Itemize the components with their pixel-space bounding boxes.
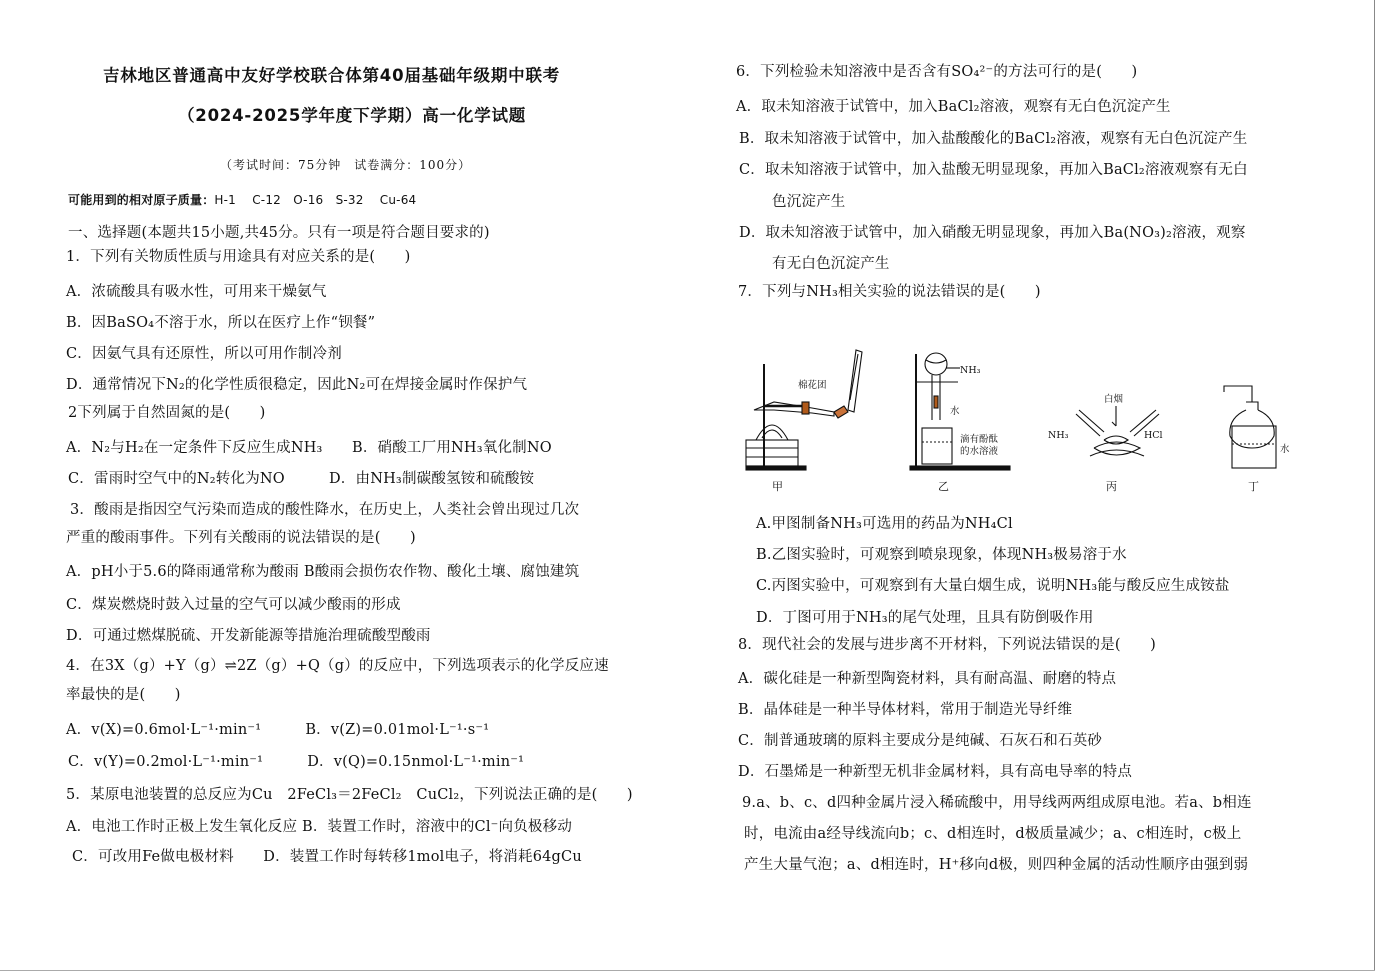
right-line: 7．下列与NH₃相关实验的说法错误的是( ) [738, 284, 1041, 300]
left-line: B．因BaSO₄不溶于水，所以在医疗上作“钡餐” [66, 315, 376, 331]
right-line: 时，电流由a经导线流向b；c、d相连时，d极质量减少；a、c相连时，c极上 [744, 826, 1242, 842]
left-line: A．N₂与H₂在一定条件下反应生成NH₃ B．硝酸工厂用NH₃氧化制NO [66, 440, 552, 456]
fig-label-ding: 丁 [1248, 480, 1259, 493]
left-line: C．煤炭燃烧时鼓入过量的空气可以减少酸雨的形成 [66, 597, 401, 613]
right-line: B．晶体硅是一种半导体材料，常用于制造光导纤维 [738, 702, 1073, 718]
right-line: A．取未知溶液于试管中，加入BaCl₂溶液，观察有无白色沉淀产生 [736, 99, 1171, 115]
fig-label-jia: 甲 [772, 480, 783, 493]
left-line: 4．在3X（g）+Y（g）⇌2Z（g）+Q（g）的反应中，下列选项表示的化学反应速 [66, 658, 609, 674]
left-line: 严重的酸雨事件。下列有关酸雨的说法错误的是( ) [66, 530, 416, 546]
fig-label-yi: 乙 [938, 480, 949, 493]
left-line: A．浓硫酸具有吸水性，可用来干燥氨气 [66, 284, 327, 300]
right-line: B．取未知溶液于试管中，加入盐酸酸化的BaCl₂溶液，观察有无白色沉淀产生 [739, 131, 1248, 147]
right-line: D．丁图可用于NH₃的尾气处理，且具有防倒吸作用 [756, 610, 1094, 626]
right-line: C．制普通玻璃的原料主要成分是纯碱、石灰石和石英砂 [738, 733, 1103, 749]
right-line: D．取未知溶液于试管中，加入硝酸无明显现象，再加入Ba(NO₃)₂溶液，观察 [739, 225, 1246, 241]
right-line: 8．现代社会的发展与进步离不开材料，下列说法错误的是( ) [738, 637, 1157, 653]
white-smoke-label: 白烟 [1104, 394, 1124, 405]
atomic-masses [68, 191, 416, 209]
left-line: 3．酸雨是指因空气污染而造成的酸性降水，在历史上，人类社会曾出现过几次 [70, 502, 580, 518]
left-line: A．电池工作时正极上发生氧化反应 B．装置工作时，溶液中的Cl⁻向负极移动 [66, 819, 573, 835]
left-line: A．v(X)=0.6mol·L⁻¹·min⁻¹ B．v(Z)=0.01mol·L⁻¹·s⁻¹ [66, 722, 490, 738]
nh3-label-bing: NH₃ [1048, 430, 1069, 441]
right-line: 产生大量气泡；a、d相连时，H⁺移向d极，则四种金属的活动性顺序由强到弱 [744, 857, 1249, 873]
right-line: C．取未知溶液于试管中，加入盐酸无明显现象，再加入BaCl₂溶液观察有无白 [739, 162, 1248, 178]
left-line: 率最快的是( ) [66, 687, 181, 703]
right-line: 色沉淀产生 [772, 194, 846, 210]
left-line: C．因氨气具有还原性，所以可用作制冷剂 [66, 346, 342, 362]
cotton-label: 棉花团 [798, 380, 827, 391]
phenolphthalein-label-2: 的水溶液 [960, 446, 999, 457]
title-line-2: （2024-2025学年度下学期）高一化学试题 [178, 106, 527, 125]
left-line: 5．某原电池装置的总反应为Cu 2FeCl₃＝2FeCl₂ CuCl₂，下列说法正确的是( ) [66, 787, 633, 803]
right-line: A．碳化硅是一种新型陶瓷材料，具有耐高温、耐磨的特点 [738, 671, 1117, 687]
right-line: B.乙图实验时，可观察到喷泉现象，体现NH₃极易溶于水 [756, 547, 1127, 563]
section-1-heading: 一、选择题(本题共15小题,共45分。只有一项是符合题目要求的) [68, 225, 490, 241]
exam-info: （考试时间：75分钟 试卷满分：100分） [220, 158, 472, 172]
left-line: D．可通过燃煤脱硫、开发新能源等措施治理硫酸型酸雨 [66, 628, 431, 644]
hcl-label: HCl [1144, 430, 1163, 441]
water-label-ding: 水 [1280, 444, 1290, 455]
apparatus-ding [1224, 386, 1276, 468]
left-line: C．可改用Fe做电极材料 D．装置工作时每转移1mol电子，将消耗64gCu [72, 849, 582, 865]
right-line: 9.a、b、c、d四种金属片浸入稀硫酸中，用导线两两组成原电池。若a、b相连 [742, 795, 1252, 811]
left-line: A．pH小于5.6的降雨通常称为酸雨 B酸雨会损伤农作物、酸化土壤、腐蚀建筑 [66, 564, 580, 580]
title-line-1: 吉林地区普通高中友好学校联合体第40届基础年级期中联考 [103, 66, 561, 85]
atomic-masses-values: H-1 C-12 O-16 S-32 Cu-64 [214, 193, 417, 207]
fig-label-bing: 丙 [1106, 480, 1117, 493]
right-line: A.甲图制备NH₃可选用的药品为NH₄Cl [756, 516, 1013, 532]
right-line: C.丙图实验中，可观察到有大量白烟生成，说明NH₃能与酸反应生成铵盐 [756, 578, 1230, 594]
right-line: 有无白色沉淀产生 [772, 256, 890, 272]
water-label-yi: 水 [950, 406, 960, 417]
left-line: C．v(Y)=0.2mol·L⁻¹·min⁻¹ D．v(Q)=0.15nmol·L⁻¹·min⁻¹ [68, 754, 525, 770]
phenolphthalein-label-1: 滴有酚酞 [960, 434, 999, 445]
nh3-label-yi: NH₃ [960, 365, 981, 376]
nh3-experiment-figure [738, 340, 1303, 500]
right-line: D．石墨烯是一种新型无机非金属材料，具有高电导率的特点 [738, 764, 1133, 780]
left-line: 1．下列有关物质性质与用途具有对应关系的是( ) [66, 249, 411, 265]
left-line: C．雷雨时空气中的N₂转化为NO D．由NH₃制碳酸氢铵和硫酸铵 [68, 471, 535, 487]
atomic-masses-label: 可能用到的相对原子质量： [68, 193, 215, 207]
left-line: 2下列属于自然固氮的是( ) [68, 405, 266, 421]
left-line: D．通常情况下N₂的化学性质很稳定，因此N₂可在焊接金属时作保护气 [66, 377, 528, 393]
apparatus-jia [746, 350, 862, 470]
right-line: 6．下列检验未知溶液中是否含有SO₄²⁻的方法可行的是( ) [736, 64, 1138, 80]
